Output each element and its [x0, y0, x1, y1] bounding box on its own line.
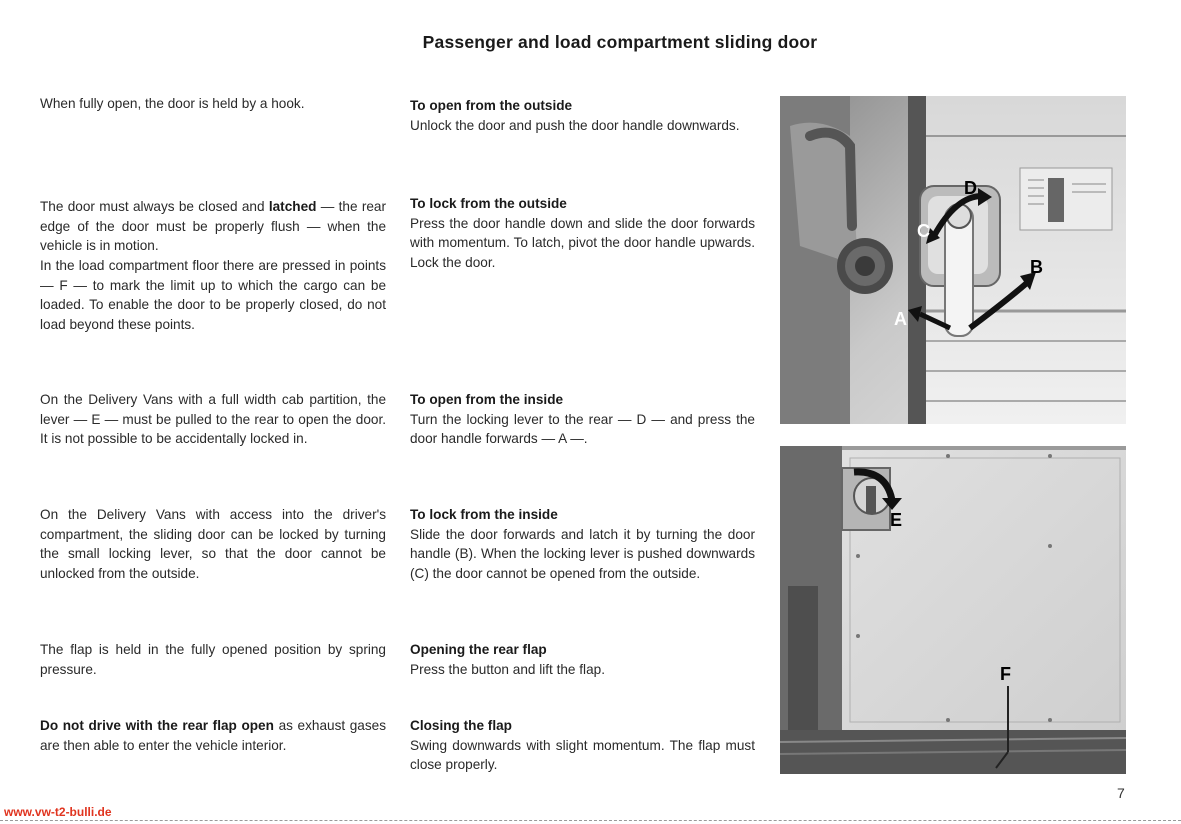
text-closing-flap: Swing downwards with slight momentum. The flap must close properly.	[410, 737, 755, 773]
section-open-outside	[410, 96, 755, 135]
section-opening-rear-flap	[410, 640, 755, 679]
section-closing-flap	[410, 716, 755, 775]
page-number: 7	[1117, 785, 1125, 801]
text-flap-spring: The flap is held in the fully opened position by spring pressure.	[40, 642, 386, 677]
photo-interior-lever	[780, 446, 1126, 774]
heading-opening-rear-flap: Opening the rear flap	[410, 642, 547, 657]
text-load-limit-points: In the load compartment floor there are pressed in points — F — to mark the limit up to which the cargo can be loaded. To enable the door to be properly closed, do not load beyond these points.	[40, 258, 386, 332]
text-full-width-partition: On the Delivery Vans with a full width cab partition, the lever — E — must be pulled to the rear to open the door. It is not possible to be accidentally locked in.	[40, 392, 386, 447]
text-driver-compartment-access: On the Delivery Vans with access into the driver's compartment, the sliding door can be locked by turning the small locking lever, so that the door cannot be unlocked from the outside.	[40, 507, 386, 581]
section-lock-outside	[410, 194, 755, 272]
heading-lock-inside: To lock from the inside	[410, 507, 558, 522]
text-lock-inside: Slide the door forwards and latch it by turning the door handle (B). When the locking lever is pushed downwards (C) the door cannot be opened from the outside.	[410, 526, 755, 581]
text-open-outside: Unlock the door and push the door handle downwards.	[410, 117, 740, 133]
heading-open-inside: To open from the inside	[410, 392, 564, 407]
photo-door-handle	[780, 96, 1126, 424]
text-door-held: When fully open, the door is held by a hook.	[40, 96, 305, 111]
footer-link[interactable]: www.vw-t2-bulli.de	[4, 805, 112, 819]
text-exhaust-warning	[40, 716, 386, 755]
section-lock-inside	[410, 505, 755, 583]
section-open-inside	[410, 390, 755, 449]
label-d: D	[964, 178, 977, 198]
page-title: Passenger and load compartment sliding door	[422, 32, 818, 52]
footer-divider	[0, 820, 1181, 821]
text-lock-outside: Press the door handle down and slide the door forwards with momentum. To latch, pivot the door handle upwards. Lock the door.	[410, 215, 755, 270]
text-latched-after: — the rear edge of the door must be properly flush — when the vehicle is in motion.	[40, 199, 387, 254]
text-door-latched	[40, 197, 386, 256]
heading-closing-flap: Closing the flap	[410, 718, 512, 733]
label-b: B	[1030, 257, 1043, 277]
heading-lock-outside: To lock from the outside	[410, 196, 567, 211]
text-opening-rear-flap: Press the button and lift the flap.	[410, 661, 605, 677]
label-a: A	[894, 309, 907, 329]
label-c: C	[917, 221, 930, 241]
heading-open-outside: To open from the outside	[410, 98, 573, 113]
text-latched-bold: latched	[268, 199, 317, 214]
text-open-inside: Turn the locking lever to the rear — D — and press the door handle forwards — A —.	[410, 411, 755, 447]
text-latched-before: The door must always be closed and	[40, 199, 265, 214]
label-e: E	[890, 510, 903, 530]
text-warning-after: as exhaust gases are then able to enter the vehicle interior.	[40, 718, 387, 753]
text-warning-bold: Do not drive with the rear flap open	[40, 718, 274, 733]
label-f: F	[1000, 664, 1011, 684]
